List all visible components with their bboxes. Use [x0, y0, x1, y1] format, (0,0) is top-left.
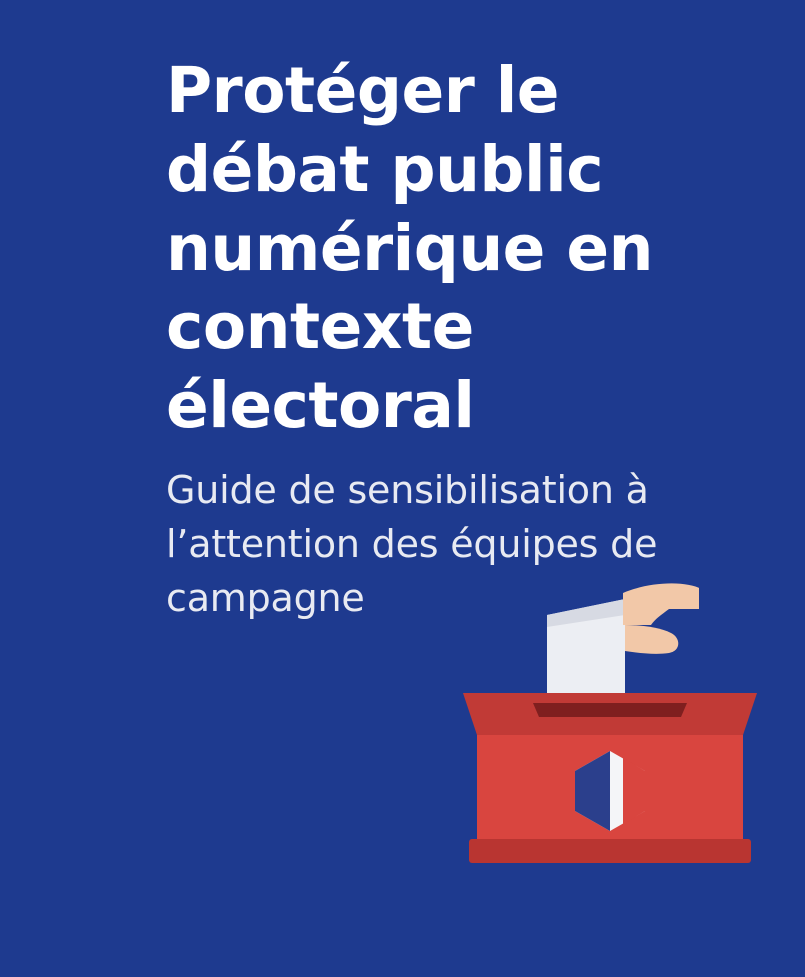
cover-text-block — [166, 52, 756, 626]
hand-inserting-ballot-icon — [623, 581, 741, 654]
page-subtitle: Guide de sensibilisation à l’attention des équipes de campagne — [166, 467, 658, 620]
page-title: Protéger le débat public numérique en contexte électoral — [166, 54, 653, 442]
ballot-paper-icon — [547, 599, 625, 703]
ballot-box-illustration — [455, 575, 765, 885]
